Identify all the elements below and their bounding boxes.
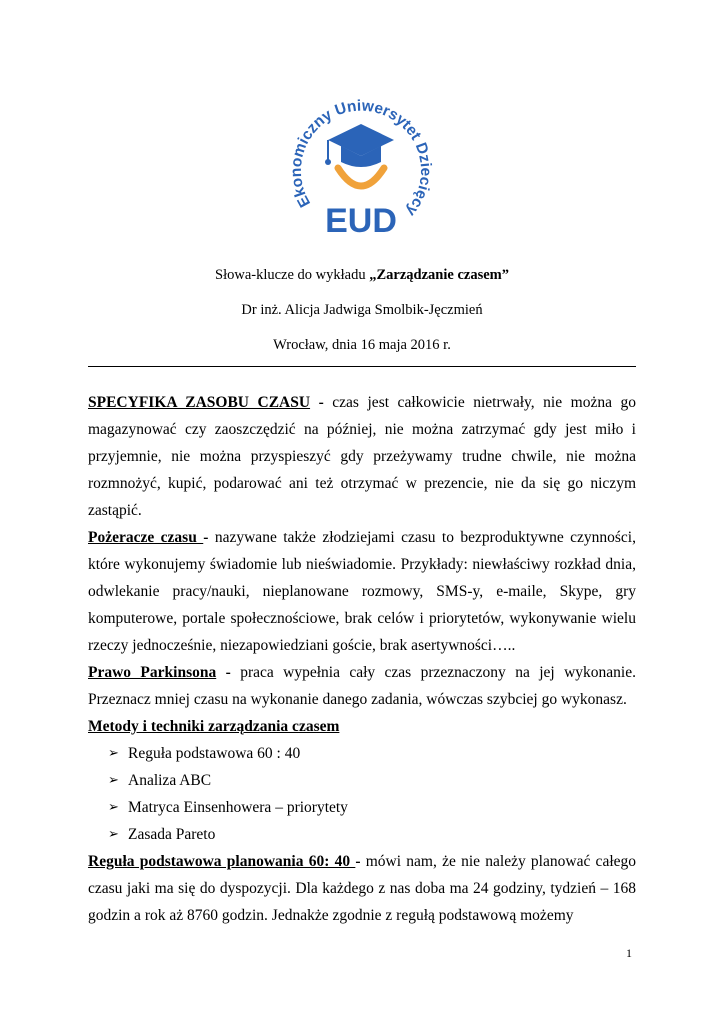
logo-initials: EUD	[325, 202, 397, 240]
place-date-line: Wrocław, dnia 16 maja 2016 r.	[273, 337, 451, 353]
paragraph-specyfika	[88, 389, 636, 524]
list-item-label: Matryca Einsenhowera – priorytety	[128, 799, 348, 816]
list-item	[88, 821, 636, 848]
dash: -	[355, 853, 366, 870]
dash: -	[203, 529, 215, 546]
term-parkinson: Prawo Parkinsona	[88, 664, 217, 681]
arrow-bullet-icon: ➢	[108, 800, 119, 815]
list-item-label: Zasada Pareto	[128, 826, 216, 843]
arrow-bullet-icon: ➢	[108, 773, 119, 788]
paragraph-parkinson	[88, 659, 636, 713]
text-regula: mówi nam, że nie należy planować całego czasu jaki ma się do dyspozycji. Dla każdego z nas doba ma 24 godziny, tydzień – 168 godzin a rok aż 8760 godzin. Jednakże zgodnie z regułą podstawową możemy	[88, 853, 637, 924]
term-pozeracze: Pożeracze czasu	[88, 529, 204, 546]
methods-list	[88, 740, 636, 848]
dash: -	[216, 664, 241, 681]
text-parkinson: praca wypełnia cały czas przeznaczony na jej wykonanie. Przeznacz mniej czasu na wykonanie danego zadania, wówczas szybciej go wykonasz.	[88, 664, 636, 708]
arrow-bullet-icon: ➢	[108, 827, 119, 842]
list-item-label: Analiza ABC	[128, 772, 212, 789]
smile-icon	[338, 168, 384, 186]
subtitle-prefix: Słowa-klucze do wykładu	[215, 267, 370, 283]
term-specyfika: SPECYFIKA ZASOBU CZASU	[88, 394, 311, 411]
heading-metody: Metody i techniki zarządzania czasem	[88, 718, 340, 735]
list-item	[88, 794, 636, 821]
eud-logo	[284, 80, 438, 240]
list-item-label: Reguła podstawowa 60 : 40	[128, 745, 301, 762]
arrow-bullet-icon: ➢	[108, 746, 119, 761]
lecture-subtitle	[0, 266, 724, 284]
subtitle-title: „Zarządzanie czasem”	[369, 267, 509, 283]
text-specyfika: czas jest całkowicie nietrwały, nie można go magazynować czy zaoszczędzić na później, nie można zatrzymać gdy jest miło i przyjemnie, nie można przyspieszyć gdy przeżywamy trudne chwile, nie można rozmnożyć, kupić, podarować ani też otrzymać w prezencie, nie da się go niczym zastąpić.	[88, 394, 636, 519]
paragraph-pozeracze	[88, 524, 636, 659]
dash: -	[310, 394, 333, 411]
list-item	[88, 740, 636, 767]
graduation-cap-icon	[325, 124, 394, 167]
text-pozeracze: nazywane także złodziejami czasu to bezproduktywne czynności, które wykonujemy świadomie lub nieświadomie. Przykłady: niewłaściwy rozkład dnia, odwlekanie pracy/nauki, nieplanowane rozmowy, SMS-y, e-maile, Skype, gry komputerowe, portale społecznościowe, brak celów i priorytetów, wykonywanie wielu rzeczy jednocześnie, niezapowiedziani goście, brak asertywności…..	[88, 529, 636, 654]
separator-line	[88, 366, 636, 367]
document-body	[88, 389, 636, 929]
author-line: Dr inż. Alicja Jadwiga Smolbik-Jęczmień	[241, 302, 483, 318]
term-regula: Reguła podstawowa planowania 60: 40	[88, 853, 356, 870]
paragraph-regula	[88, 848, 636, 929]
page-number: 1	[626, 946, 632, 960]
list-item	[88, 767, 636, 794]
logo-arc-text: Ekonomiczny Uniwersytet Dziecięcy	[287, 97, 435, 220]
